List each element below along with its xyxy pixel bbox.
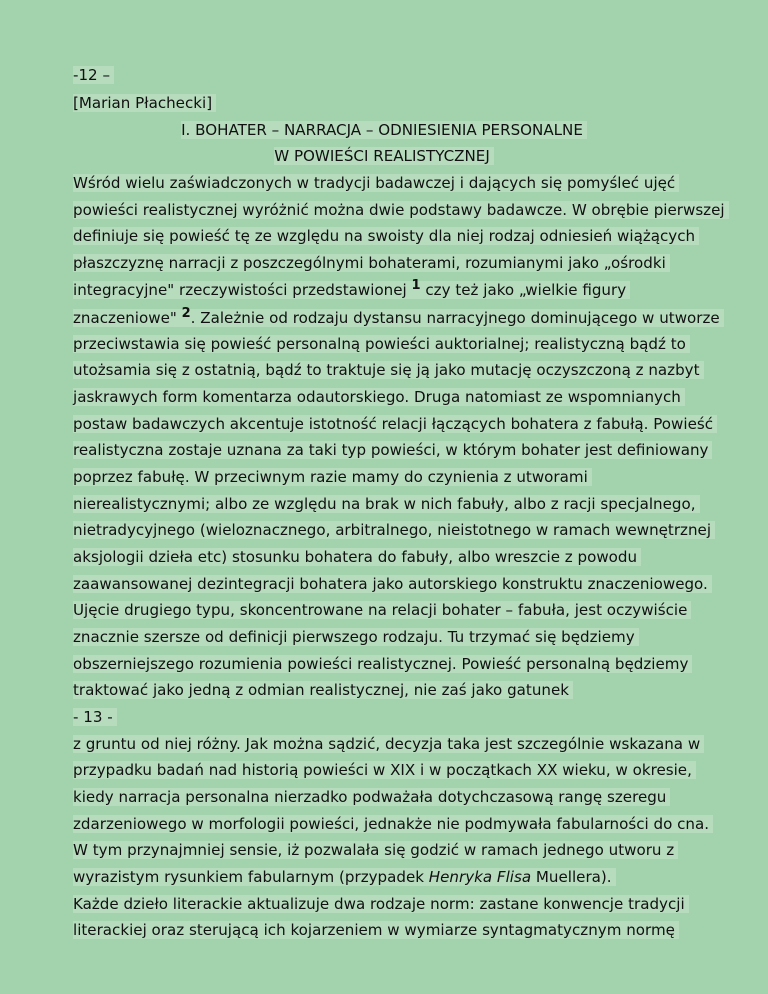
text-line: nierealistycznymi; albo ze względu na brak w nich fabuły, albo z racji specjalnego, <box>73 492 700 516</box>
text-line: poprzez fabułę. W przeciwnym razie mamy do czynienia z utworami <box>73 465 592 489</box>
chapter-title-line2: W POWIEŚCI REALISTYCZNEJ <box>0 144 768 168</box>
text-line: znacznie szersze od definicji pierwszego rodzaju. Tu trzymać się będziemy <box>73 625 639 649</box>
page-number-12: -12 – <box>73 63 114 87</box>
text-line: kiedy narracja personalna nierzadko podważała dotychczasową rangę szeregu <box>73 785 670 809</box>
text-line: W tym przynajmniej sensie, iż pozwalała się godzić w ramach jednego utworu z <box>73 838 678 862</box>
text-line: realistyczna zostaje uznana za taki typ powieści, w którym bohater jest definiowany <box>73 438 712 462</box>
footnote-marker-1[interactable]: 1 <box>411 278 421 293</box>
text-line: definiuje się powieść tę ze względu na swoisty dla niej rodzaj odniesień wiążących <box>73 224 699 248</box>
chapter-title-line1: I. BOHATER – NARRACJA – ODNIESIENIA PERSONALNE <box>0 118 768 142</box>
author-name: [Marian Płachecki] <box>73 91 216 115</box>
text-line: Wśród wielu zaświadczonych w tradycji badawczej i dających się pomyśleć ujęć <box>73 171 679 195</box>
text-line: znaczeniowe" $^2$. Zależnie od rodzaju dystansu narracyjnego dominującego w utworze <box>73 306 724 330</box>
text-line: utożsamia się z ostatnią, bądź to traktuje się ją jako mutację oczyszczoną z nazbyt <box>73 358 704 382</box>
text-line: integracyjne" rzeczywistości przedstawionej $^1$ czy też jako „wielkie figury <box>73 278 630 302</box>
text-line: obszerniejszego rozumienia powieści realistycznej. Powieść personalną będziemy <box>73 652 692 676</box>
work-title-italic: Henryka Flisa <box>428 868 532 886</box>
text-line: przeciwstawia się powieść personalną powieści auktorialnej; realistyczną bądź to <box>73 332 690 356</box>
text-line: aksjologii dzieła etc) stosunku bohatera do fabuły, albo wreszcie z powodu <box>73 545 641 569</box>
text-line: jaskrawych form komentarza odautorskiego. Druga natomiast ze wspomnianych <box>73 385 685 409</box>
text-line: powieści realistycznej wyróżnić można dwie podstawy badawcze. W obrębie pierwszej <box>73 198 729 222</box>
text-line: Ujęcie drugiego typu, skoncentrowane na relacji bohater – fabuła, jest oczywiście <box>73 598 691 622</box>
text-line: przypadku badań nad historią powieści w XIX i w początkach XX wieku, w okresie, <box>73 758 696 782</box>
text-line: zdarzeniowego w morfologii powieści, jednakże nie podmywała fabularności do cna. <box>73 812 713 836</box>
footnote-marker-2[interactable]: 2 <box>181 306 191 321</box>
text-line: Każde dzieło literackie aktualizuje dwa rodzaje norm: zastane konwencje tradycji <box>73 892 689 916</box>
text-line: traktować jako jedną z odmian realistycznej, nie zaś jako gatunek <box>73 678 573 702</box>
text-line: nietradycyjnego (wieloznacznego, arbitralnego, nieistotnego w ramach wewnętrznej <box>73 518 715 542</box>
text-line: wyrazistym rysunkiem fabularnym (przypadek Henryka Flisa Muellera). <box>73 865 616 889</box>
text-line: z gruntu od niej różny. Jak można sądzić, decyzja taka jest szczególnie wskazana w <box>73 732 704 756</box>
text-line: literackiej oraz sterującą ich kojarzeniem w wymiarze syntagmatycznym normę <box>73 918 679 942</box>
text-line: zaawansowanej dezintegracji bohatera jako autorskiego konstruktu znaczeniowego. <box>73 572 712 596</box>
page-number-13: - 13 - <box>73 705 117 729</box>
text-line: płaszczyznę narracji z poszczególnymi bohaterami, rozumianymi jako „ośrodki <box>73 251 670 275</box>
text-line: postaw badawczych akcentuje istotność relacji łączących bohatera z fabułą. Powieść <box>73 412 717 436</box>
